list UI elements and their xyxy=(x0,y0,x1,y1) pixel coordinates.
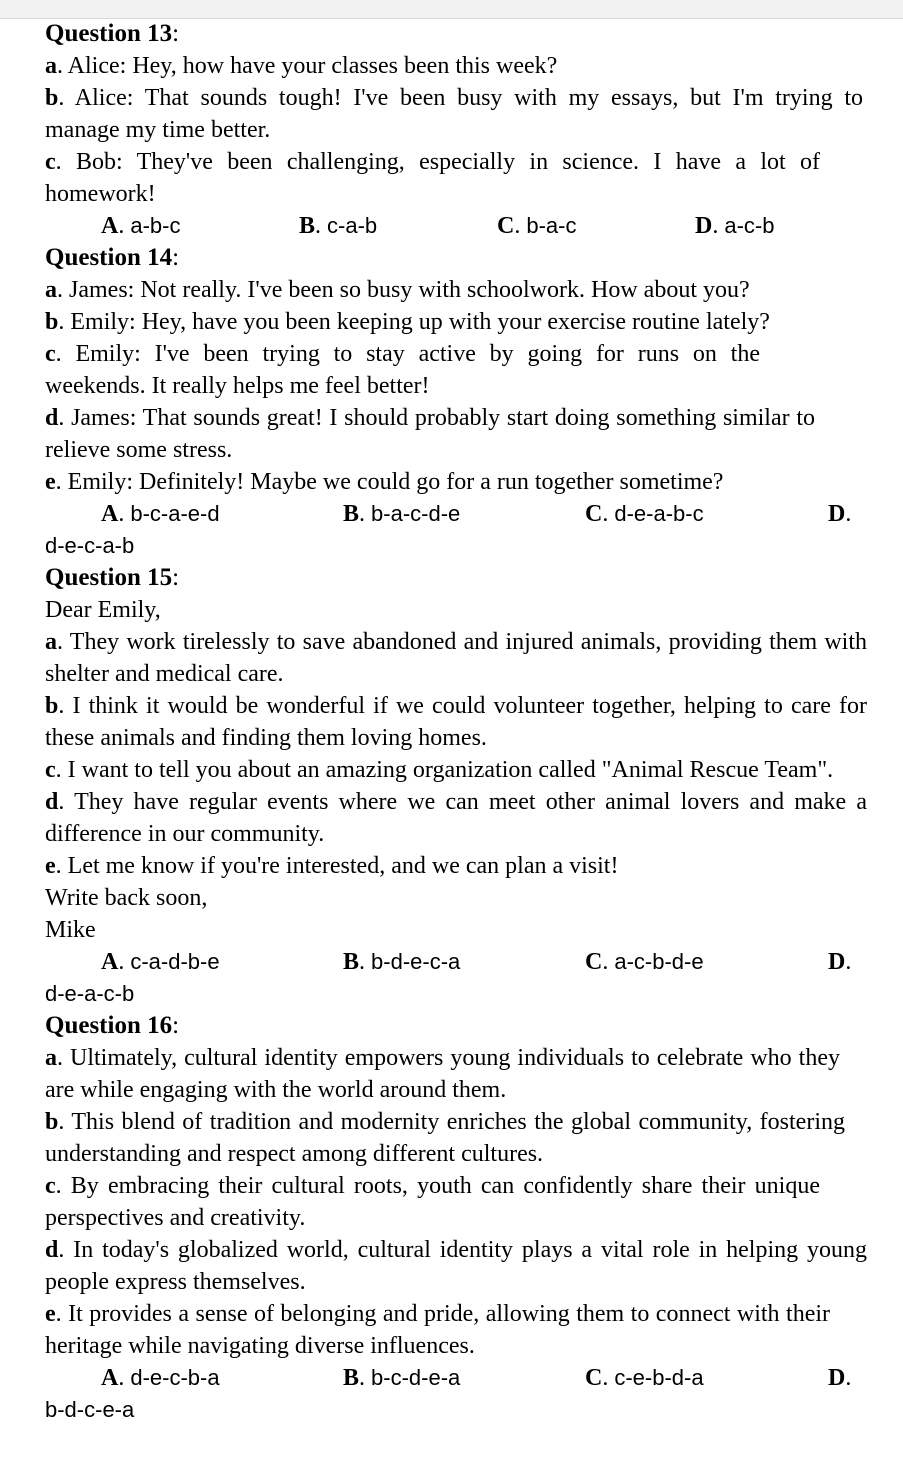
answer-options xyxy=(45,946,867,978)
answer-options xyxy=(45,210,867,242)
question-title: Question 16: xyxy=(45,1012,180,1039)
option-b[interactable]: B. b-d-e-c-a xyxy=(343,949,461,975)
option-d[interactable]: d-e-a-c-b xyxy=(45,981,135,1006)
item-e: e. It provides a sense of belonging and pride, allowing them to connect with their heritage while navigating diverse influences. xyxy=(45,1301,830,1359)
item-b: b. Emily: Hey, have you been keeping up with your exercise routine lately? xyxy=(45,309,770,335)
question-title: Question 15: xyxy=(45,564,180,591)
option-d-label[interactable]: D. xyxy=(828,1365,852,1391)
option-c[interactable]: C. a-c-b-d-e xyxy=(585,949,704,975)
option-b[interactable]: B. c-a-b xyxy=(299,213,378,239)
item-a: a. They work tirelessly to save abandoned and injured animals, providing them with shelter and medical care. xyxy=(45,629,867,687)
option-d[interactable]: b-d-c-e-a xyxy=(45,1397,135,1422)
answer-options xyxy=(45,1362,867,1394)
letter-greeting: Dear Emily, xyxy=(45,597,161,623)
document-page xyxy=(45,18,867,1426)
option-d[interactable]: d-e-c-a-b xyxy=(45,533,135,558)
option-c[interactable]: C. d-e-a-b-c xyxy=(585,501,704,527)
letter-signature: Mike xyxy=(45,917,96,943)
item-b: b. Alice: That sounds tough! I've been busy with my essays, but I'm trying to manage my time better. xyxy=(45,85,863,143)
letter-closing: Write back soon, xyxy=(45,885,208,911)
top-bar xyxy=(0,0,903,19)
question-14 xyxy=(45,242,867,562)
option-a[interactable]: A. c-a-d-b-e xyxy=(101,949,220,975)
item-a: a. Ultimately, cultural identity empowers young individuals to celebrate who they are while engaging with the world around them. xyxy=(45,1045,840,1103)
option-d[interactable]: D. a-c-b xyxy=(695,213,775,239)
option-d-label[interactable]: D. xyxy=(828,949,852,975)
item-c: c. Emily: I've been trying to stay active by going for runs on the weekends. It really helps me feel better! xyxy=(45,341,760,399)
item-c: c. Bob: They've been challenging, especially in science. I have a lot of homework! xyxy=(45,149,820,207)
item-a: a. Alice: Hey, how have your classes been this week? xyxy=(45,53,558,79)
option-c[interactable]: C. b-a-c xyxy=(497,213,577,239)
option-b[interactable]: B. b-a-c-d-e xyxy=(343,501,461,527)
question-title: Question 13: xyxy=(45,20,180,47)
item-d: d. James: That sounds great! I should probably start doing something similar to relieve some stress. xyxy=(45,405,815,463)
item-d: d. In today's globalized world, cultural identity plays a vital role in helping young people express themselves. xyxy=(45,1237,867,1295)
option-c[interactable]: C. c-e-b-d-a xyxy=(585,1365,704,1391)
item-b: b. I think it would be wonderful if we could volunteer together, helping to care for these animals and finding them loving homes. xyxy=(45,693,867,751)
item-d: d. They have regular events where we can meet other animal lovers and make a difference in our community. xyxy=(45,789,867,847)
question-13 xyxy=(45,18,867,242)
option-a[interactable]: A. a-b-c xyxy=(101,213,181,239)
option-b[interactable]: B. b-c-d-e-a xyxy=(343,1365,461,1391)
option-a[interactable]: A. d-e-c-b-a xyxy=(101,1365,220,1391)
answer-options xyxy=(45,498,867,530)
option-a[interactable]: A. b-c-a-e-d xyxy=(101,501,220,527)
item-e: e. Emily: Definitely! Maybe we could go for a run together sometime? xyxy=(45,469,724,495)
question-16 xyxy=(45,1010,867,1426)
item-b: b. This blend of tradition and modernity enriches the global community, fostering understanding and respect among different cultures. xyxy=(45,1109,845,1167)
option-d-label[interactable]: D. xyxy=(828,501,852,527)
item-e: e. Let me know if you're interested, and we can plan a visit! xyxy=(45,853,619,879)
item-c: c. I want to tell you about an amazing organization called "Animal Rescue Team". xyxy=(45,757,834,783)
question-title: Question 14: xyxy=(45,244,180,271)
item-a: a. James: Not really. I've been so busy with schoolwork. How about you? xyxy=(45,277,750,303)
question-15 xyxy=(45,562,867,1010)
item-c: c. By embracing their cultural roots, youth can confidently share their unique perspectives and creativity. xyxy=(45,1173,820,1231)
